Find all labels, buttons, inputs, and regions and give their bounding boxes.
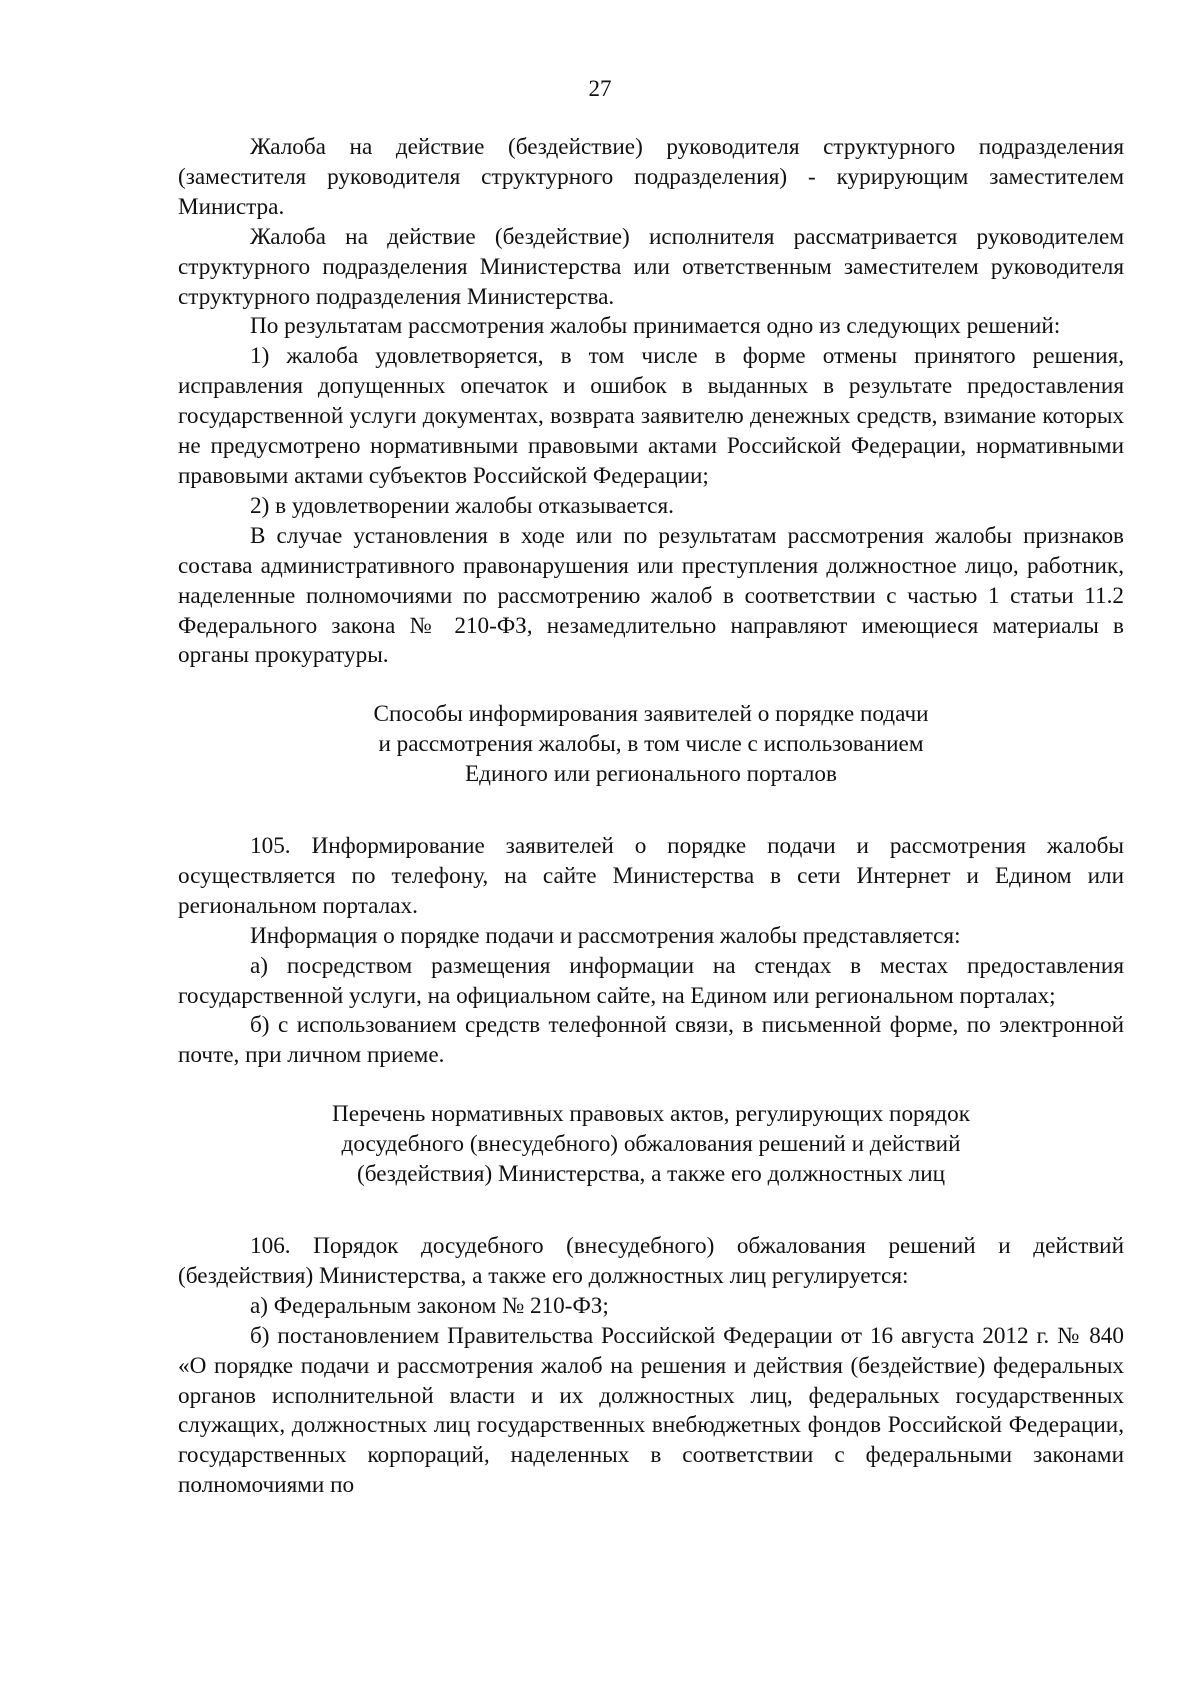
- heading-line: Способы информирования заявителей о порядке подачи: [373, 701, 929, 728]
- page-number: 27: [588, 76, 612, 101]
- heading-line: (бездействия) Министерства, а также его должностных лиц: [356, 1161, 946, 1188]
- paragraph-prosecution-referral: В случае установления в ходе или по результатам рассмотрения жалобы признаков состава административного правонарушения или преступления должностное лицо, работник, наделенные полномочиями по рассмотрению жалоб в соответствии с частью 1 статьи 11.2 Федерального закона № 210-ФЗ, незамедлительно направляют имеющиеся материалы в органы прокуратуры.: [178, 522, 1124, 669]
- heading-line: досудебного (внесудебного) обжалования решений и действий: [341, 1131, 961, 1158]
- heading-line: Единого или регионального порталов: [465, 761, 837, 788]
- paragraph-decree-840: б) постановлением Правительства Российской Федерации от 16 августа 2012 г. № 840 «О порядке подачи и рассмотрения жалоб на решения и действия (бездействие) федеральных органов исполнительной власти и их должностных лиц, федеральных государственных служащих, должностных лиц государственных внебюджетных фондов Российской Федерации, государственных корпораций, наделенных в соответствии с федеральными законами полномочиями по: [178, 1322, 1124, 1499]
- paragraph-decision-rejected: 2) в удовлетворении жалобы отказывается.: [250, 492, 674, 519]
- paragraph-complaint-deputy-head: Жалоба на действие (бездействие) руководителя структурного подразделения (заместителя руководителя структурного подразделения) - курирующим заместителем Министра.: [178, 134, 1124, 220]
- paragraph-decision-intro: По результатам рассмотрения жалобы принимается одно из следующих решений:: [250, 313, 1061, 340]
- section-heading-legal-acts: [178, 1100, 1124, 1190]
- document-body: [178, 133, 1124, 1501]
- paragraph-info-stands: а) посредством размещения информации на стендах в местах предоставления государственной услуги, на официальном сайте, на Едином или региональном порталах;: [178, 952, 1124, 1009]
- paragraph-complaint-executor: Жалоба на действие (бездействие) исполнителя рассматривается руководителем структурного подразделения Министерства или ответственным заместителем руководителя структурного подразделения Министерства.: [178, 223, 1124, 310]
- paragraph-decision-satisfied: 1) жалоба удовлетворяется, в том числе в форме отмены принятого решения, исправления допущенных опечаток и ошибок в выданных в результате предоставления государственной услуги документах, возврата заявителю денежных средств, взимание которых не предусмотрено нормативными правовыми актами Российской Федерации, нормативными правовыми актами субъектов Российской Федерации;: [178, 343, 1124, 489]
- heading-line: Перечень нормативных правовых актов, регулирующих порядок: [332, 1101, 970, 1128]
- paragraph-105: 105. Информирование заявителей о порядке подачи и рассмотрения жалобы осуществляется по телефону, на сайте Министерства в сети Интернет и Едином или региональном порталах.: [178, 833, 1124, 919]
- section-heading-informing: [178, 700, 1124, 790]
- paragraph-info-phone: б) с использованием средств телефонной связи, в письменной форме, по электронной почте, при личном приеме.: [178, 1012, 1124, 1069]
- paragraph-law-210: а) Федеральным законом № 210-ФЗ;: [250, 1292, 609, 1319]
- paragraph-106: 106. Порядок досудебного (внесудебного) обжалования решений и действий (бездействия) Министерства, а также его должностных лиц регулируется:: [178, 1233, 1124, 1289]
- paragraph-info-provided: Информация о порядке подачи и рассмотрения жалобы представляется:: [250, 922, 961, 949]
- heading-line: и рассмотрения жалобы, в том числе с использованием: [378, 731, 924, 758]
